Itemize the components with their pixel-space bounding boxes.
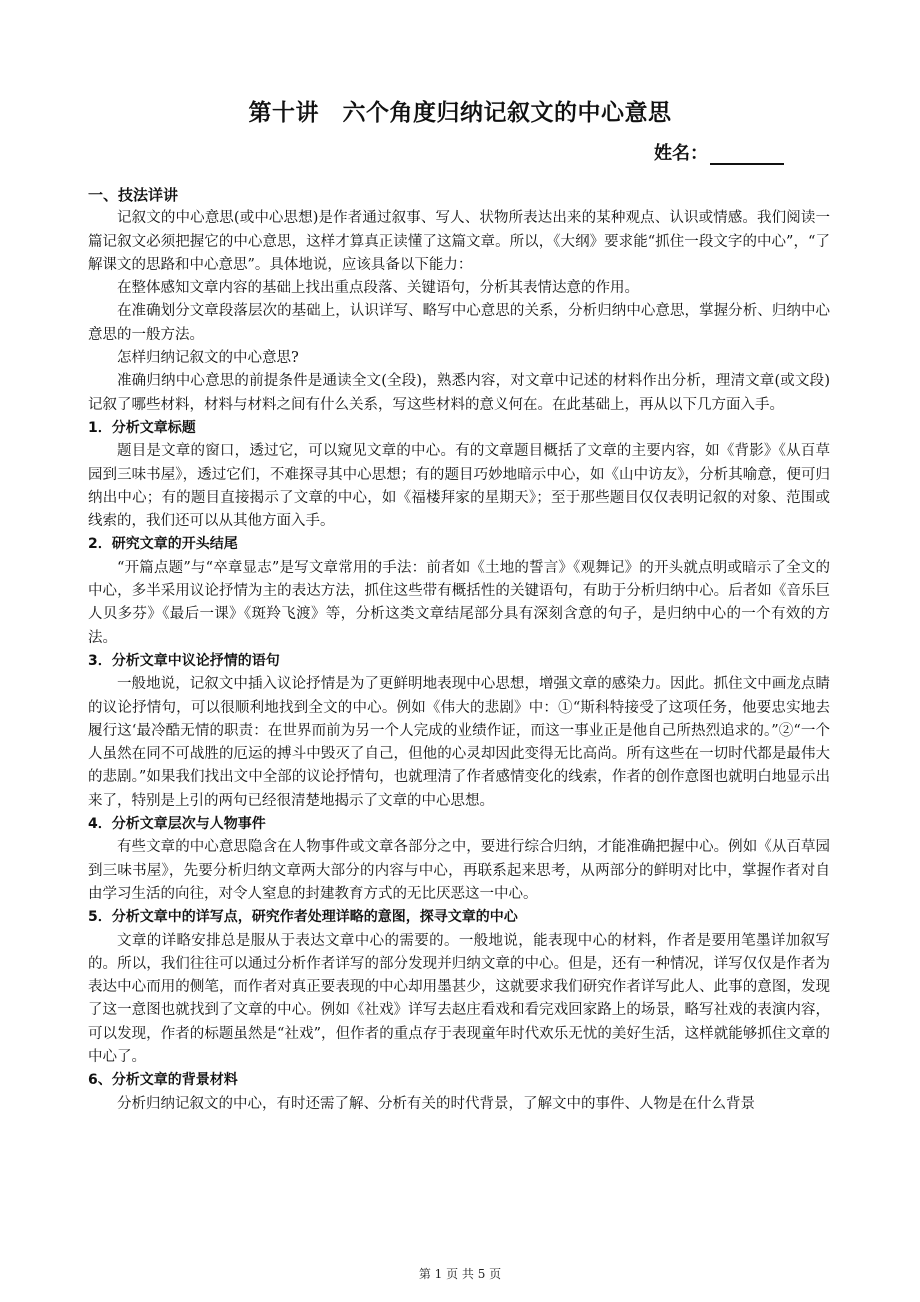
intro-paragraph: 记叙文的中心意思(或中心思想)是作者通过叙事、写人、状物所表达出来的某种观点、认识或情感。我们阅读一篇记叙文必须把握它的中心意思，这样才算真正读懂了这篇文章。所以，《大纲》要求能“抓住一段文字的中心”，“了解课文的思路和中心意思”。具体地说，应该具备以下能力： [88,210,830,273]
method-heading: 5．分析文章中的详写点，研究作者处理详略的意图，探寻文章的中心 [88,909,518,926]
method-paragraph: 一般地说，记叙文中插入议论抒情是为了更鲜明地表现中心思想，增强文章的感染力。因此。抓住文中画龙点睛的议论抒情句，可以很顺利地找到全文的中心。例如《伟大的悲剧》中：①“斯科特接受了这项任务，他要忠实地去履行这‘最冷酷无情的职责：在世界而前为另一个人完成的业绩作证，而这一事业正是他自己所热烈追求的。”②“一个人虽然在同不可战胜的厄运的搏斗中毁灭了自己，但他的心灵却因此变得无比高尚。所有这些在一切时代都是最伟大的悲剧。”如果我们找出文中全部的议论抒情句，也就理清了作者感情变化的线索，作者的创作意图也就明白地显示出来了，特别是上引的两句已经很清楚地揭示了文章的中心思想。 [88,676,830,809]
intro-paragraph: 在整体感知文章内容的基础上找出重点段落、关键语句，分析其表情达意的作用。 [117,280,639,297]
method-paragraph: 文章的详略安排总是服从于表达文章中心的需要的。一般地说，能表现中心的材料，作者是要用笔墨详加叙写的。所以，我们往往可以通过分析作者详写的部分发现并归纳文章的中心。但是，还有一种情况，详写仅仅是作者为表达中心而用的侧笔，而作者对真正要表现的中心却用墨甚少，这就要求我们研究作者详写此人、此事的意图，发现了这一意图也就找到了文章的中心。例如《社戏》详写去赵庄看戏和看完戏回家路上的场景，略写社戏的表演内容，可以发现，作者的标题虽然是“社戏”，但作者的重点存于表现童年时代欢乐无忧的美好生活，这样就能够抓住文章的中心了。 [88,932,830,1065]
method-paragraph: “开篇点题”与“卒章显志”是写文章常用的手法：前者如《土地的誓言》《观舞记》的开头就点明或暗示了全文的中心，多半采用议论抒情为主的表达方法，抓住这些带有概括性的关键语句，有助于分析归纳中心。后者如《音乐巨人贝多芬》《最后一课》《斑羚飞渡》等，分析这类文章结尾部分具有深刻含意的句子，是归纳中心的一个有效的方法。 [88,559,830,646]
name-blank-line [710,146,784,165]
method-paragraph: 分析归纳记叙文的中心，有时还需了解、分析有关的时代背景，了解文中的事件、人物是在什么背景 [117,1095,755,1112]
intro-paragraph: 在准确划分文章段落层次的基础上，认识详写、略写中心意思的关系，分析归纳中心意思，掌握分析、归纳中心意思的一般方法。 [88,303,830,343]
page-title: 第十讲 六个角度归纳记叙文的中心意思 [248,100,672,126]
document-body [88,184,830,1116]
name-field [654,139,784,165]
method-heading: 3．分析文章中议论抒情的语句 [88,652,280,669]
section-heading: 一、技法详讲 [88,186,179,204]
method-paragraph: 有些文章的中心意思隐含在人物事件或文章各部分之中，要进行综合归纳，才能准确把握中心。例如《从百草园到三味书屋》，先要分析归纳文章两大部分的内容与中心，再联系起来思考，从两部分的鲜明对比中，掌握作者对自由学习生活的向往，对令人窒息的封建教育方式的无比厌恶这一中心。 [88,839,830,902]
method-heading: 6、分析文章的背景材料 [88,1072,238,1089]
intro-paragraph: 怎样归纳记叙文的中心意思? [117,350,299,367]
method-heading: 2．研究文章的开头结尾 [88,536,238,553]
name-label: 姓名： [654,143,708,164]
method-paragraph: 题目是文章的窗口，透过它，可以窥见文章的中心。有的文章题目概括了文章的主要内容，如《背影》《从百草园到三味书屋》，透过它们，不难探寻其中心思想；有的题目巧妙地暗示中心，如《山中访友》，分析其喻意，便可归纳出中心；有的题目直接揭示了文章的中心，如《福楼拜家的星期天》；至于那些题目仅仅表明记叙的对象、范围或线索的，我们还可以从其他方面入手。 [88,443,830,530]
method-heading: 1．分析文章标题 [88,419,196,436]
page-footer: 第 1 页 共 5 页 [418,1267,502,1281]
intro-paragraph: 准确归纳中心意思的前提条件是通读全文(全段)，熟悉内容，对文章中记述的材料作出分析，理清文章(或文段)记叙了哪些材料，材料与材料之间有什么关系，写这些材料的意义何在。在此基础上，再从以下几方面入手。 [88,373,830,413]
method-heading: 4．分析文章层次与人物事件 [88,816,266,833]
